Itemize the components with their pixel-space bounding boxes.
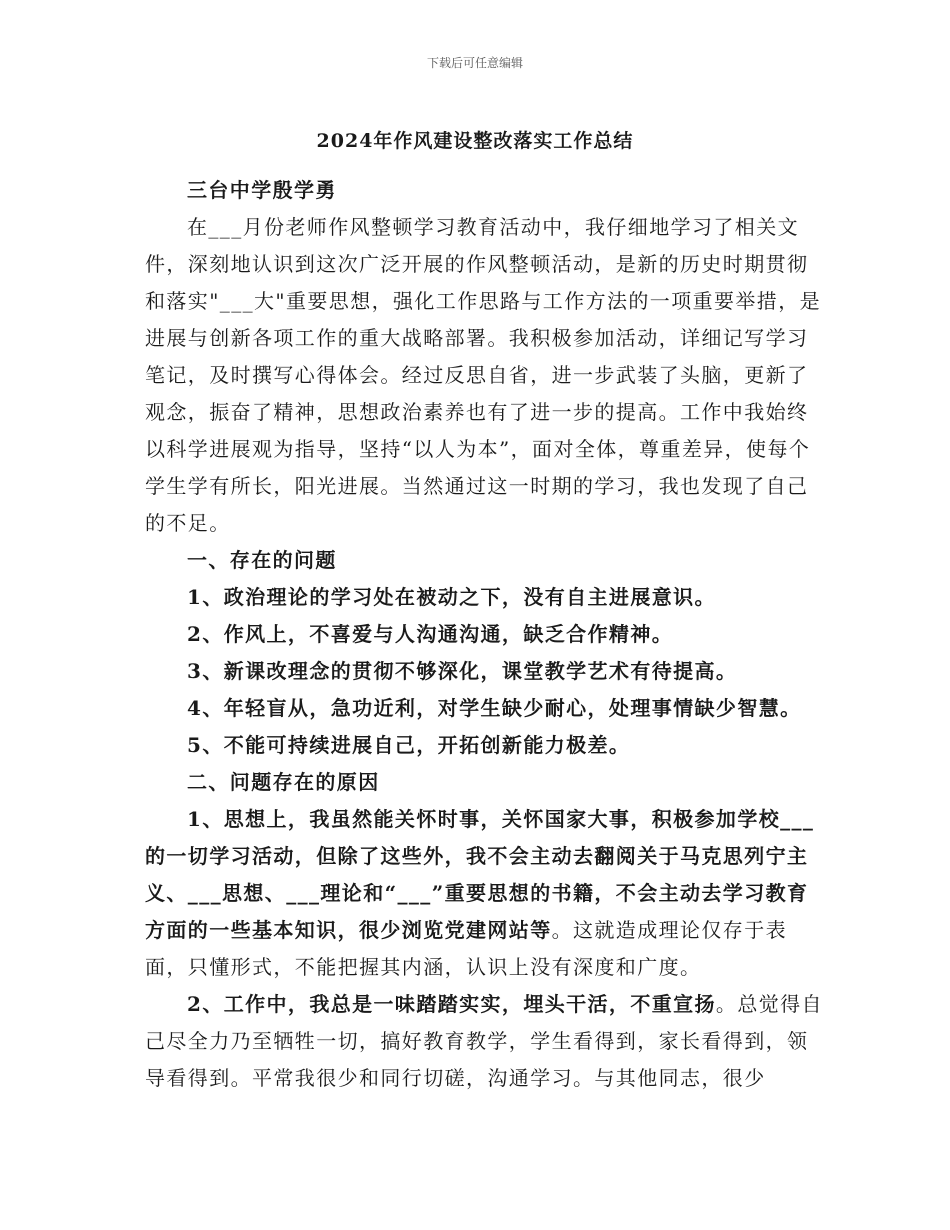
issue-item: 4、年轻盲从，急功近利，对学生缺少耐心，处理事情缺少智慧。 bbox=[187, 696, 802, 720]
reason-1-rest: 。这就造成理论仅存于表面，只懂形式，不能把握其内涵，认识上没有深度和广度。 bbox=[145, 918, 788, 979]
reason-paragraph-1 bbox=[145, 801, 825, 986]
issue-item: 5、不能可持续进展自己，开拓创新能力极差。 bbox=[187, 733, 631, 757]
issue-item: 2、作风上，不喜爱与人沟通沟通，缺乏合作精神。 bbox=[187, 622, 674, 646]
reason-2-rest: 。总觉得自己尽全力乃至牺牲一切，搞好教育教学，学生看得到，家长看得到，领导看得到。平常我很少和同行切磋，沟通学习。与其他同志，很少 bbox=[145, 992, 823, 1090]
page-header: 下载后可任意编辑 bbox=[426, 56, 523, 70]
document-title: 2024年作风建设整改落实工作总结 bbox=[316, 130, 634, 152]
reason-paragraph-2 bbox=[145, 986, 825, 1097]
intro-paragraph: 在___月份老师作风整顿学习教育活动中，我仔细地学习了相关文件，深刻地认识到这次广泛开展的作风整顿活动，是新的历史时期贯彻和落实"___大"重要思想，强化工作思路与工作方法的一项重要举措，是进展与创新各项工作的重大战略部署。我积极参加活动，详细记写学习笔记，及时撰写心得体会。经过反思自省，进一步武装了头脑，更新了观念，振奋了精神，思想政治素养也有了进一步的提高。工作中我始终以科学进展观为指导，坚持“以人为本”，面对全体，尊重差异，使每个学生学有所长，阳光进展。当然通过这一时期的学习，我也发现了自己的不足。 bbox=[145, 215, 821, 535]
section2-heading: 二、问题存在的原因 bbox=[187, 770, 380, 794]
author-line: 三台中学殷学勇 bbox=[187, 178, 337, 202]
reason-1-bold: 1、思想上，我虽然能关怀时事，关怀国家大事，积极参加学校___的一切学习活动，但除了这些外，我不会主动去翻阅关于马克思列宁主义、___思想、___理论和“___”重要思想的书籍，不会主动去学习教育方面的一些基本知识，很少浏览党建网站等 bbox=[145, 807, 815, 942]
document-body bbox=[145, 172, 825, 1097]
section1-heading: 一、存在的问题 bbox=[187, 548, 337, 572]
issue-item: 1、政治理论的学习处在被动之下，没有自主进展意识。 bbox=[187, 585, 716, 609]
reason-2-bold: 2、工作中，我总是一味踏踏实实，埋头干活，不重宣扬 bbox=[187, 992, 716, 1016]
issue-item: 3、新课改理念的贯彻不够深化，课堂教学艺术有待提高。 bbox=[187, 659, 738, 683]
